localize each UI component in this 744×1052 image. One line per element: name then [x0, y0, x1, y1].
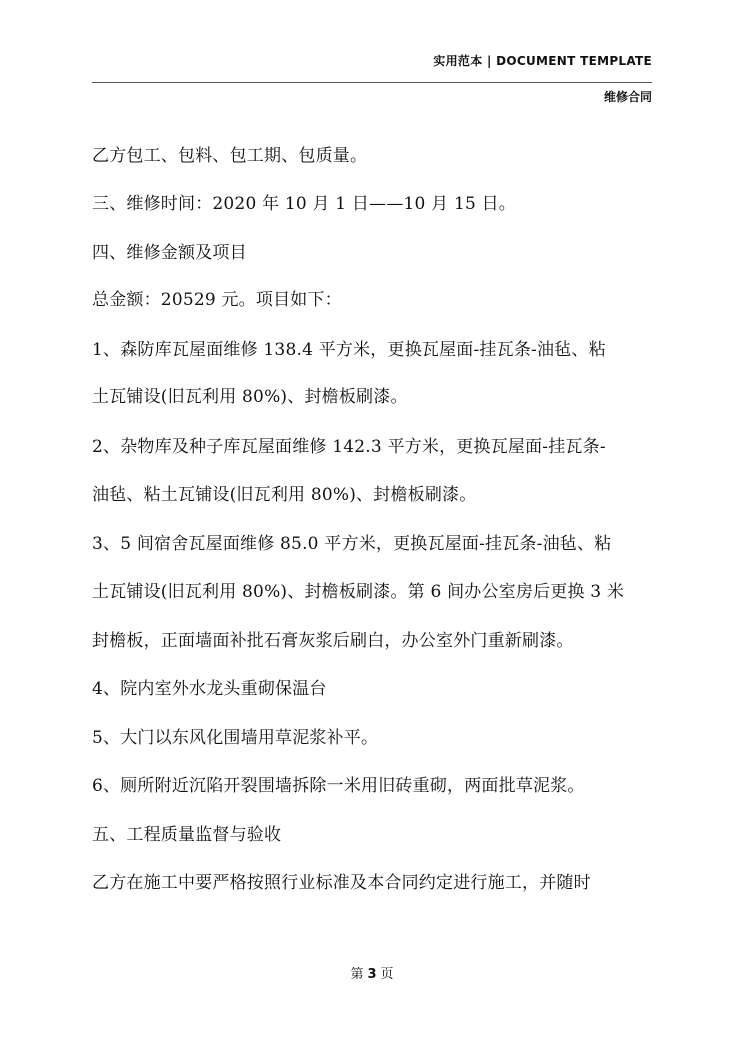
body-line: 乙方包工、包料、包工期、包质量。: [92, 146, 368, 166]
body-line: 2、杂物库及种子库瓦屋面维修 142.3 平方米，更换瓦屋面-挂瓦条-: [92, 437, 606, 457]
page-number: 3: [367, 967, 377, 982]
page-prefix: 第: [350, 967, 364, 982]
body-line: 5、大门以东风化围墙用草泥浆补平。: [92, 728, 379, 748]
body-line: 6、厕所附近沉陷开裂围墙拆除一米用旧砖重砌，两面批草泥浆。: [92, 776, 585, 796]
body-line: 乙方在施工中要严格按照行业标准及本合同约定进行施工，并随时: [92, 873, 591, 893]
header-rule: [92, 82, 652, 83]
body-line: 五、工程质量监督与验收: [92, 825, 282, 845]
body-line: 总金额：20529 元。项目如下：: [92, 290, 342, 310]
body-line: 3、5 间宿舍瓦屋面维修 85.0 平方米，更换瓦屋面-挂瓦条-油毡、粘: [92, 534, 612, 554]
body-line: 四、维修金额及项目: [92, 243, 247, 263]
body-line: 4、院内室外水龙头重砌保温台: [92, 679, 327, 699]
header-title: 实用范本 | DOCUMENT TEMPLATE: [433, 54, 652, 68]
page-suffix: 页: [380, 967, 394, 982]
body-line: 土瓦铺设(旧瓦利用 80%)、封檐板刷漆。: [92, 387, 408, 407]
body-line: 油毡、粘土瓦铺设(旧瓦利用 80%)、封檐板刷漆。: [92, 485, 477, 505]
body-line: 三、维修时间：2020 年 10 月 1 日——10 月 15 日。: [92, 194, 517, 214]
body-line: 封檐板，正面墙面补批石膏灰浆后刷白，办公室外门重新刷漆。: [92, 631, 574, 651]
header-subtitle: 维修合同: [603, 90, 652, 104]
body-line: 土瓦铺设(旧瓦利用 80%)、封檐板刷漆。第 6 间办公室房后更换 3 米: [92, 582, 625, 602]
body-line: 1、森防库瓦屋面维修 138.4 平方米，更换瓦屋面-挂瓦条-油毡、粘: [92, 340, 606, 360]
page-footer: [0, 963, 744, 982]
